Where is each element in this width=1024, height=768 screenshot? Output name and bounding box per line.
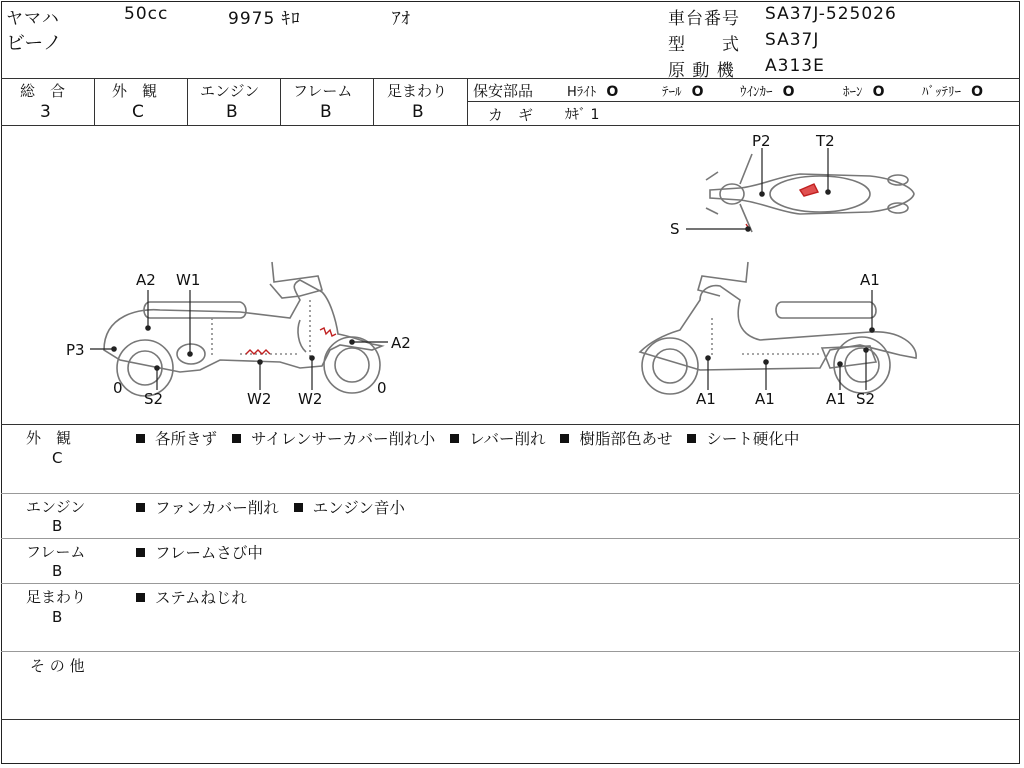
type-value: SA37J bbox=[765, 30, 820, 50]
grade-engine: B bbox=[226, 102, 239, 122]
diagram-label: A1 bbox=[826, 390, 846, 408]
safety-item-mark: O bbox=[606, 84, 619, 100]
notes-frame-title: フレーム bbox=[26, 543, 86, 561]
divider bbox=[1, 651, 1020, 652]
safety-item-name: ﾃｰﾙ bbox=[662, 85, 682, 100]
grade-header-suspension: 足まわり bbox=[387, 82, 448, 100]
frame-no: SA37J-525026 bbox=[765, 4, 897, 24]
damage-marks bbox=[246, 184, 818, 354]
diagram-label: P2 bbox=[752, 132, 771, 150]
diagram-label: T2 bbox=[816, 132, 835, 150]
note-item: レバー削れ bbox=[450, 430, 545, 448]
key-label: カ ギ bbox=[488, 106, 534, 124]
diagram-label: 0 bbox=[113, 379, 123, 397]
engine-value: A313E bbox=[765, 56, 825, 76]
diagram-label: A1 bbox=[755, 390, 775, 408]
note-item: エンジン音小 bbox=[294, 499, 405, 517]
safety-item-mark: O bbox=[691, 84, 704, 100]
color: ｱｵ bbox=[392, 9, 411, 29]
safety-item-name: Hﾗｲﾄ bbox=[567, 85, 597, 100]
divider bbox=[1, 493, 1020, 494]
safety-item-name: ﾎｰﾝ bbox=[843, 85, 863, 100]
diagram-label: A2 bbox=[136, 271, 156, 289]
safety-item-name: ﾊﾞｯﾃﾘｰ bbox=[922, 85, 961, 100]
diagram-label: S bbox=[670, 220, 680, 238]
notes-suspension-items bbox=[136, 586, 257, 608]
divider bbox=[1, 719, 1020, 720]
diagram-label: W2 bbox=[247, 390, 272, 408]
diagram-label: P3 bbox=[66, 341, 85, 359]
maker: ヤマハ bbox=[6, 9, 60, 29]
diagram-label: A2 bbox=[391, 334, 411, 352]
notes-frame-grade: B bbox=[52, 562, 63, 580]
diagram-label: W2 bbox=[298, 390, 323, 408]
notes-suspension-title: 足まわり bbox=[26, 588, 87, 606]
note-item: ステムねじれ bbox=[136, 589, 247, 607]
notes-frame-items bbox=[136, 541, 273, 563]
grade-header-exterior: 外 観 bbox=[112, 82, 158, 100]
note-item: サイレンサーカバー削れ小 bbox=[232, 430, 435, 448]
note-item: ファンカバー削れ bbox=[136, 499, 279, 517]
notes-engine-title: エンジン bbox=[26, 498, 86, 516]
engine-label: 原 動 機 bbox=[668, 61, 735, 81]
note-item: シート硬化中 bbox=[687, 430, 799, 448]
diagram-label: A1 bbox=[860, 271, 880, 289]
grade-frame: B bbox=[320, 102, 333, 122]
grade-exterior: C bbox=[132, 102, 145, 122]
diagram-label: 0 bbox=[377, 379, 387, 397]
notes-exterior-title: 外 観 bbox=[26, 429, 72, 447]
grade-overall: 3 bbox=[40, 102, 52, 122]
notes-suspension-grade: B bbox=[52, 608, 63, 626]
divider bbox=[1, 583, 1020, 584]
notes-other-title: そ の 他 bbox=[30, 657, 85, 675]
note-item: 各所きず bbox=[136, 430, 217, 448]
mileage: 9975 ｷﾛ bbox=[228, 9, 301, 29]
grade-header-engine: エンジン bbox=[200, 82, 260, 100]
note-item: フレームさび中 bbox=[136, 544, 263, 562]
grade-header-overall: 総 合 bbox=[20, 82, 66, 100]
type-label: 型 式 bbox=[668, 35, 740, 55]
grade-header-frame: フレーム bbox=[293, 82, 353, 100]
model-name: ビーノ bbox=[6, 32, 62, 54]
notes-exterior-grade: C bbox=[52, 449, 63, 467]
notes-engine-items bbox=[136, 496, 415, 518]
safety-item-mark: O bbox=[782, 84, 795, 100]
note-item: 樹脂部色あせ bbox=[560, 430, 672, 448]
diagram-label: S2 bbox=[856, 390, 876, 408]
notes-engine-grade: B bbox=[52, 517, 63, 535]
safety-item-mark: O bbox=[872, 84, 885, 100]
key-value: ｶｷﾞ 1 bbox=[565, 107, 600, 123]
displacement: 50cc bbox=[124, 4, 169, 24]
safety-label: 保安部品 bbox=[473, 82, 534, 100]
diagram-label: W1 bbox=[176, 271, 201, 289]
divider bbox=[1, 538, 1020, 539]
frame-no-label: 車台番号 bbox=[668, 9, 740, 29]
diagram-label: A1 bbox=[696, 390, 716, 408]
grade-suspension: B bbox=[412, 102, 425, 122]
diagram-label: S2 bbox=[144, 390, 164, 408]
safety-item-mark: O bbox=[971, 84, 984, 100]
safety-item-name: ｳｲﾝｶｰ bbox=[740, 85, 773, 100]
notes-exterior-items bbox=[136, 427, 809, 449]
